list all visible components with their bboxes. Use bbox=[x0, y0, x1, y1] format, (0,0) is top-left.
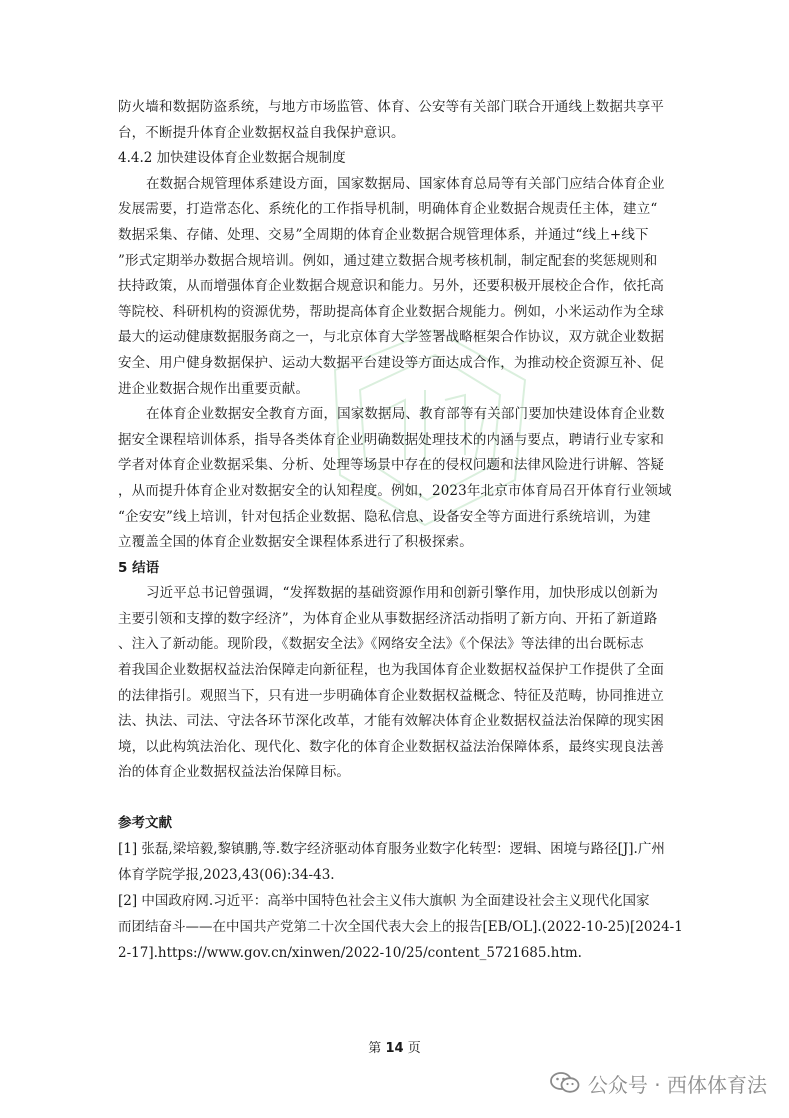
text-line: “企安安”线上培训，针对包括企业数据、隐私信息、设备安全等方面进行系统培训，为建 bbox=[118, 508, 651, 525]
text-line: 着我国企业数据权益法治保障走向新征程，也为我国体育企业数据权益保护工作提供了全面 bbox=[118, 662, 664, 679]
text-line: 最大的运动健康数据服务商之一，与北京体育大学签署战略框架合作协议，双方就企业数据 bbox=[118, 329, 664, 346]
page-footer bbox=[0, 1040, 789, 1058]
text-line: 发展需要，打造常态化、系统化的工作指导机制，明确体育企业数据合规责任主体，建立“ bbox=[118, 201, 658, 218]
text-line: 台，不断提升体育企业数据权益自我保护意识。 bbox=[118, 124, 405, 141]
references-list bbox=[118, 836, 683, 966]
text-line: 安全、用户健身数据保护、运动大数据平台建设等方面达成合作，为推动校企资源互补、促 bbox=[118, 354, 664, 371]
text-line: 主要引领和支撑的数字经济”，为体育企业从事数据经济活动指明了新方向、开拓了新道路 bbox=[118, 610, 658, 627]
text-line: 数据采集、存储、处理、交易”全周期的体育企业数据合规管理体系，并通过“线上+线下 bbox=[118, 226, 649, 243]
text-line: 学者对体育企业数据采集、分析、处理等场景中存在的侵权问题和法律风险进行讲解、答疑 bbox=[118, 457, 664, 474]
reference-line: 2-17].https://www.gov.cn/xinwen/2022-10/25/content_5721685.htm. bbox=[118, 945, 582, 962]
body-content bbox=[118, 95, 683, 966]
text-line: 、注入了新动能。现阶段，《数据安全法》《网络安全法》《个保法》等法律的出台既标志 bbox=[118, 636, 644, 653]
text-line: 防火墙和数据防盗系统，与地方市场监管、体育、公安等有关部门联合开通线上数据共享平 bbox=[118, 99, 664, 115]
section-heading-4-4-2: 4.4.2 加快建设体育企业数据合规制度 bbox=[118, 150, 346, 167]
reference-line: 体育学院学报,2023,43(06):34-43. bbox=[118, 867, 335, 884]
text-line: 等院校、科研机构的资源优势，帮助提高体育企业数据合规能力。例如，小米运动作为全球 bbox=[118, 303, 664, 320]
text-line: 习近平总书记曾强调，“发挥数据的基础资源作用和创新引擎作用，加快形成以创新为 bbox=[146, 585, 659, 602]
text-line: 进企业数据合规作出重要贡献。 bbox=[118, 380, 310, 397]
text-line: 在体育企业数据安全教育方面，国家数据局、教育部等有关部门要加快建设体育企业数 bbox=[146, 406, 665, 423]
text-line: ”形式定期举办数据合规培训。例如，通过建立数据合规考核机制，制定配套的奖惩规则和 bbox=[118, 252, 658, 269]
text-line: 治的体育企业数据权益法治保障目标。 bbox=[118, 764, 351, 781]
paragraph-security-education bbox=[118, 402, 674, 556]
wechat-watermark bbox=[550, 1068, 767, 1098]
page-suffix: 页 bbox=[407, 1041, 421, 1056]
text-line: 的法律指引。观照当下，只有进一步明确体育企业数据权益概念、特征及范畴，协同推进立 bbox=[118, 687, 664, 704]
reference-line: [2] 中国政府网.习近平：高举中国特色社会主义伟大旗帜 为全面建设社会主义现代化国家 bbox=[118, 893, 650, 910]
page-number: 14 bbox=[385, 1041, 404, 1056]
text-line: 据安全课程培训体系，指导各类体育企业明确数据处理技术的内涵与要点，聘请行业专家和 bbox=[118, 431, 664, 448]
references-title: 参考文献 bbox=[118, 815, 172, 832]
reference-line: 而团结奋斗——在中国共产党第二十次全国代表大会上的报告[EB/OL].(2022-10-25)[2024-1 bbox=[118, 919, 683, 936]
text-line: 法、执法、司法、守法各环节深化改革，才能有效解决体育企业数据权益法治保障的现实困 bbox=[118, 713, 664, 730]
text-line: 境，以此构筑法治化、现代化、数字化的体育企业数据权益法治保障体系，最终实现良法善 bbox=[118, 738, 664, 755]
page-prefix: 第 bbox=[368, 1041, 382, 1056]
text-line: 在数据合规管理体系建设方面，国家数据局、国家体育总局等有关部门应结合体育企业 bbox=[146, 175, 665, 192]
paragraph-data-compliance bbox=[118, 172, 674, 402]
paragraph-continued bbox=[118, 95, 674, 146]
watermark-text: 公众号 · 西体体育法 bbox=[587, 1072, 767, 1097]
reference-line: [1] 张磊,梁培毅,黎镇鹏,等.数字经济驱动体育服务业数字化转型：逻辑、困境与路径[J].广州 bbox=[118, 841, 665, 858]
text-line: ，从而提升体育企业对数据安全的认知程度。例如，2023年北京市体育局召开体育行业领域 bbox=[118, 482, 672, 499]
section-heading-conclusion: 5 结语 bbox=[118, 559, 160, 576]
text-line: 立覆盖全国的体育企业数据安全课程体系进行了积极探索。 bbox=[118, 534, 473, 551]
paragraph-conclusion bbox=[118, 581, 674, 786]
wechat-icon bbox=[550, 1071, 580, 1095]
text-line: 扶持政策，从而增强体育企业数据合规意识和能力。另外，还要积极开展校企合作，依托高 bbox=[118, 278, 664, 295]
